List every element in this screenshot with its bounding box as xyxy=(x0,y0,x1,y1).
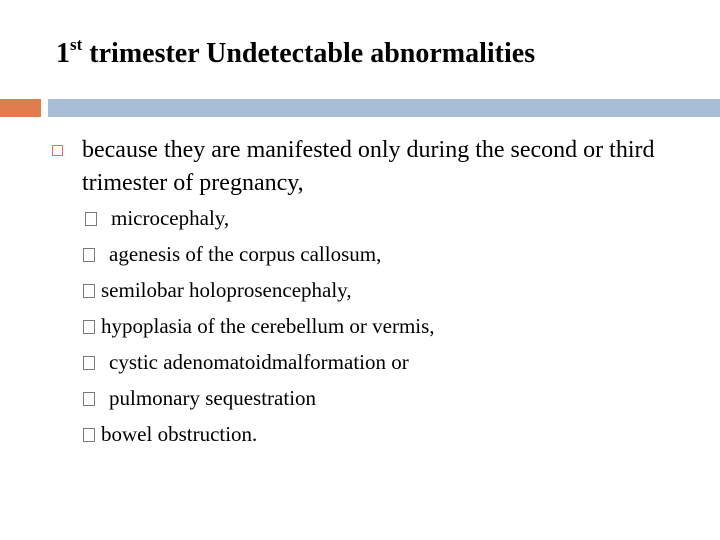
list-item: pulmonary sequestration xyxy=(85,384,435,420)
list-item: hypoplasia of the cerebellum or vermis, xyxy=(85,312,435,348)
list-item: cystic adenomatoidmalformation or xyxy=(85,348,435,384)
sub-bullet-list xyxy=(85,204,435,456)
slide-title xyxy=(56,35,536,70)
title-number: 1 xyxy=(56,38,70,69)
checkbox-bullet-icon xyxy=(83,428,95,442)
main-bullet-text: because they are manifested only during the second or third trimester of pregnancy, xyxy=(82,137,655,196)
square-bullet-icon xyxy=(52,145,63,156)
title-superscript: st xyxy=(70,35,83,54)
list-item: semilobar holoprosencephaly, xyxy=(85,276,435,312)
checkbox-bullet-icon xyxy=(85,212,97,226)
checkbox-bullet-icon xyxy=(83,320,95,334)
title-text: trimester Undetectable abnormalities xyxy=(82,38,536,69)
divider-bar xyxy=(48,99,720,117)
list-item: microcephaly, xyxy=(85,204,435,240)
checkbox-bullet-icon xyxy=(83,284,95,298)
checkbox-bullet-icon xyxy=(83,356,95,370)
list-item: bowel obstruction. xyxy=(85,420,435,456)
accent-bar xyxy=(0,99,41,117)
checkbox-bullet-icon xyxy=(83,248,95,262)
list-item: agenesis of the corpus callosum, xyxy=(85,240,435,276)
checkbox-bullet-icon xyxy=(83,392,95,406)
